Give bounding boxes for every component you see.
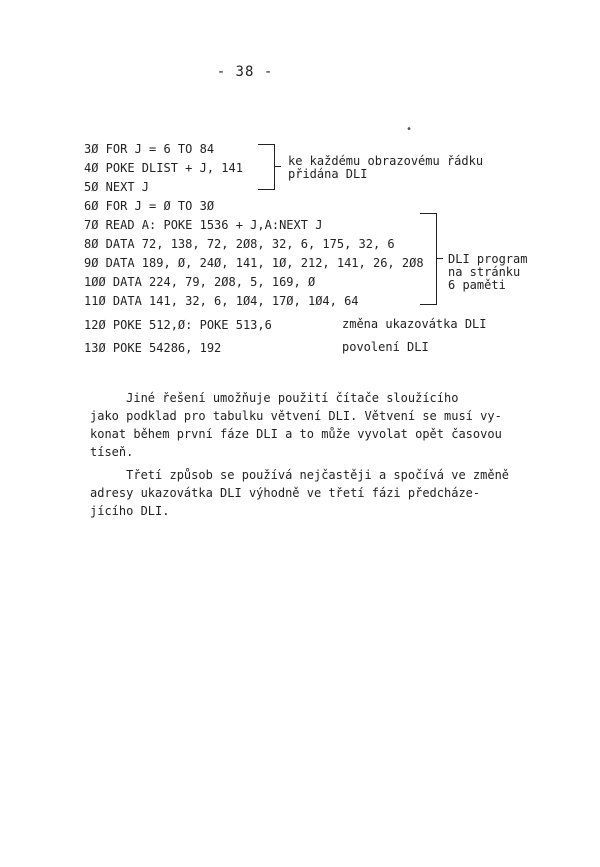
note-enable: povolení DLI bbox=[342, 340, 429, 354]
code-line: 11Ø DATA 141, 32, 6, 1Ø4, 17Ø, 1Ø4, 64 bbox=[84, 294, 359, 308]
code-line: 12Ø POKE 512,Ø: POKE 513,6 bbox=[84, 318, 272, 332]
paragraph-line: Jiné řešení umožňuje použití čítače sloužícího bbox=[90, 391, 459, 405]
paragraph bbox=[90, 389, 500, 461]
paragraph-line: jako podklad pro tabulku větvení DLI. Větvení se musí vy- bbox=[90, 409, 502, 423]
note-dli-each-line: ke každému obrazovému řádku přidána DLI bbox=[288, 154, 484, 181]
paragraph bbox=[90, 466, 510, 520]
code-line: 8Ø DATA 72, 138, 72, 2Ø8, 32, 6, 175, 32, 6 bbox=[84, 237, 395, 251]
paragraph-line: Třetí způsob se používá nejčastěji a spočívá ve změně bbox=[90, 468, 510, 482]
code-line: 5Ø NEXT J bbox=[84, 180, 150, 194]
paragraph-line: adresy ukazovátka DLI výhodně ve třetí fázi předcháze- bbox=[90, 486, 481, 500]
bracket-tip bbox=[437, 258, 443, 259]
paragraph-line: tíseň. bbox=[90, 445, 134, 459]
code-line: 4Ø POKE DLIST + J, 141 bbox=[84, 161, 243, 175]
note-vector-change: změna ukazovátka DLI bbox=[342, 317, 487, 331]
bracket-dli-each-line bbox=[258, 144, 275, 190]
bracket-dli-program bbox=[420, 213, 437, 305]
code-line: 3Ø FOR J = 6 TO 84 bbox=[84, 142, 215, 156]
code-line: 13Ø POKE 54286, 192 bbox=[84, 341, 222, 355]
scan-speck: • bbox=[406, 124, 413, 135]
note-dli-program: DLI program na stránku 6 paměti bbox=[448, 252, 528, 292]
paragraph-line: konat během první fáze DLI a to může vyvolat opět časovou bbox=[90, 427, 502, 441]
paragraph-line: jícího DLI. bbox=[90, 504, 170, 518]
code-line: 6Ø FOR J = Ø TO 3Ø bbox=[84, 199, 215, 213]
code-line: 9Ø DATA 189, Ø, 24Ø, 141, 1Ø, 212, 141, 26, 2Ø8 bbox=[84, 256, 424, 270]
bracket-tip bbox=[275, 166, 281, 167]
code-line: 1ØØ DATA 224, 79, 2Ø8, 5, 169, Ø bbox=[84, 275, 316, 289]
page-number: - 38 - bbox=[216, 64, 274, 80]
code-line: 7Ø READ A: POKE 1536 + J,A:NEXT J bbox=[84, 218, 323, 232]
